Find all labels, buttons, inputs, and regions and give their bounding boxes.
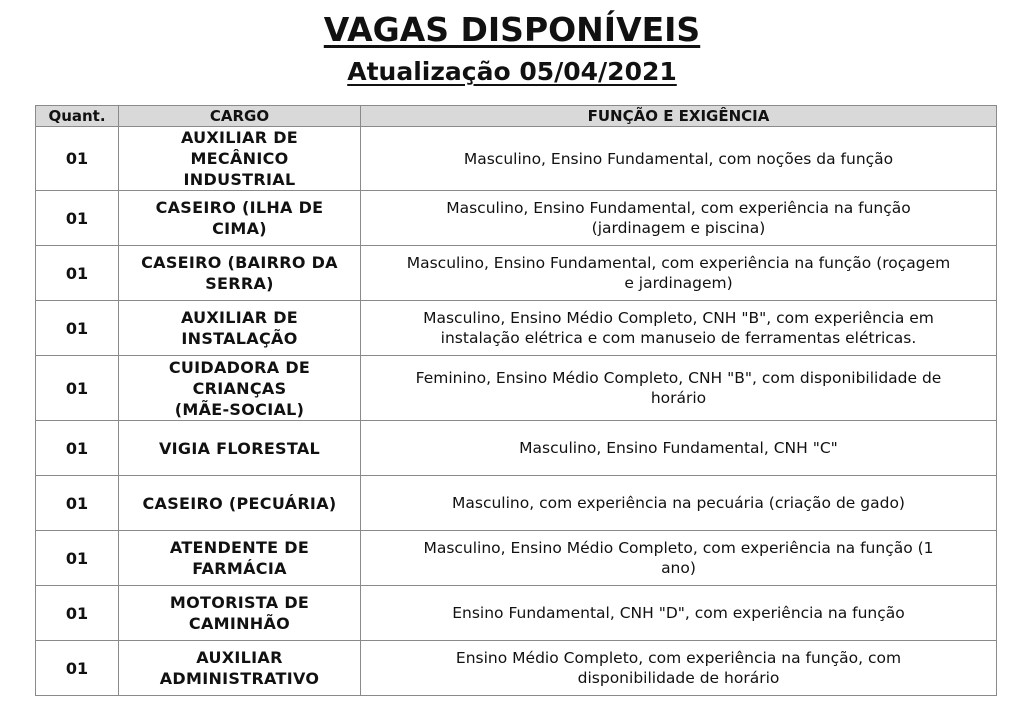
funcao-cell	[361, 476, 997, 531]
table-row	[36, 641, 997, 696]
cargo-line: CASEIRO (PECUÁRIA)	[142, 493, 337, 513]
quant-cell: 01	[36, 531, 119, 586]
funcao-line: Feminino, Ensino Médio Completo, CNH "B", com disponibilidade de	[415, 369, 942, 387]
column-header-funcao: FUNÇÃO E EXIGÊNCIA	[361, 106, 997, 127]
cargo-line: AUXILIAR DE	[180, 128, 299, 147]
cargo-line: (MÃE-SOCIAL)	[174, 399, 305, 419]
cargo-line: CASEIRO (ILHA DE	[155, 198, 324, 217]
funcao-line: Ensino Médio Completo, com experiência na função, com	[455, 649, 902, 667]
table-row	[36, 586, 997, 641]
table-row	[36, 246, 997, 301]
table-row	[36, 421, 997, 476]
job-openings-table	[35, 105, 997, 696]
update-date-text: Atualização 05/04/2021	[347, 57, 677, 86]
quant-cell: 01	[36, 641, 119, 696]
quant-cell: 01	[36, 356, 119, 421]
funcao-line: ano)	[661, 559, 696, 577]
funcao-line: Masculino, Ensino Fundamental, com experiência na função	[446, 199, 911, 217]
cargo-cell	[119, 531, 361, 586]
funcao-cell	[361, 127, 997, 191]
cargo-line: MECÂNICO	[190, 149, 289, 168]
cargo-line: MOTORISTA DE	[169, 593, 310, 612]
table-row	[36, 127, 997, 191]
quant-cell: 01	[36, 421, 119, 476]
cargo-line: AUXILIAR DE	[180, 308, 299, 327]
funcao-line: Masculino, com experiência na pecuária (criação de gado)	[452, 494, 905, 512]
cargo-cell	[119, 476, 361, 531]
table-header-row	[36, 106, 997, 127]
cargo-line: CUIDADORA DE	[168, 357, 311, 377]
cargo-cell	[119, 301, 361, 356]
cargo-line: INSTALAÇÃO	[181, 329, 298, 348]
cargo-cell	[119, 586, 361, 641]
funcao-cell	[361, 421, 997, 476]
cargo-line: AUXILIAR	[196, 648, 283, 667]
page-title-text: VAGAS DISPONÍVEIS	[323, 10, 701, 49]
funcao-cell	[361, 531, 997, 586]
table-body	[36, 127, 997, 696]
funcao-cell	[361, 191, 997, 246]
quant-cell: 01	[36, 191, 119, 246]
table-row	[36, 301, 997, 356]
funcao-cell	[361, 641, 997, 696]
table-row	[36, 531, 997, 586]
cargo-cell	[119, 246, 361, 301]
cargo-line: CRIANÇAS	[192, 378, 287, 398]
quant-cell: 01	[36, 246, 119, 301]
cargo-line: ATENDENTE DE	[169, 538, 310, 557]
cargo-line: INDUSTRIAL	[183, 170, 296, 189]
cargo-cell	[119, 191, 361, 246]
funcao-line: horário	[650, 389, 707, 407]
funcao-cell	[361, 586, 997, 641]
funcao-line: Masculino, Ensino Fundamental, com noções da função	[463, 149, 894, 168]
cargo-line: FARMÁCIA	[192, 559, 287, 578]
quant-cell: 01	[36, 586, 119, 641]
cargo-line: SERRA)	[205, 274, 274, 293]
cargo-line: VIGIA FLORESTAL	[158, 438, 321, 458]
cargo-cell	[119, 127, 361, 191]
funcao-cell	[361, 246, 997, 301]
funcao-line: Masculino, Ensino Médio Completo, CNH "B", com experiência em	[423, 309, 934, 327]
funcao-cell	[361, 356, 997, 421]
table-row	[36, 476, 997, 531]
column-header-cargo: CARGO	[119, 106, 361, 127]
funcao-line: Ensino Fundamental, CNH "D", com experiência na função	[452, 604, 905, 622]
cargo-line: CAMINHÃO	[188, 614, 291, 633]
cargo-line: CASEIRO (BAIRRO DA	[141, 253, 338, 272]
cargo-line: CIMA)	[212, 219, 267, 238]
quant-cell: 01	[36, 127, 119, 191]
quant-cell: 01	[36, 301, 119, 356]
cargo-cell	[119, 356, 361, 421]
cargo-line: ADMINISTRATIVO	[159, 669, 320, 688]
funcao-line: (jardinagem e piscina)	[591, 219, 766, 237]
page-title	[0, 8, 1024, 52]
cargo-cell	[119, 641, 361, 696]
update-date	[0, 54, 1024, 90]
table-row	[36, 191, 997, 246]
funcao-line: instalação elétrica e com manuseio de ferramentas elétricas.	[440, 329, 917, 347]
funcao-line: disponibilidade de horário	[577, 669, 780, 687]
funcao-line: Masculino, Ensino Fundamental, com experiência na função (roçagem	[406, 254, 951, 272]
quant-cell: 01	[36, 476, 119, 531]
funcao-cell	[361, 301, 997, 356]
funcao-line: Masculino, Ensino Fundamental, CNH "C"	[519, 439, 838, 457]
cargo-cell	[119, 421, 361, 476]
column-header-quant: Quant.	[36, 106, 119, 127]
table-row	[36, 356, 997, 421]
funcao-line: Masculino, Ensino Médio Completo, com experiência na função (1	[423, 539, 934, 557]
funcao-line: e jardinagem)	[624, 274, 733, 292]
